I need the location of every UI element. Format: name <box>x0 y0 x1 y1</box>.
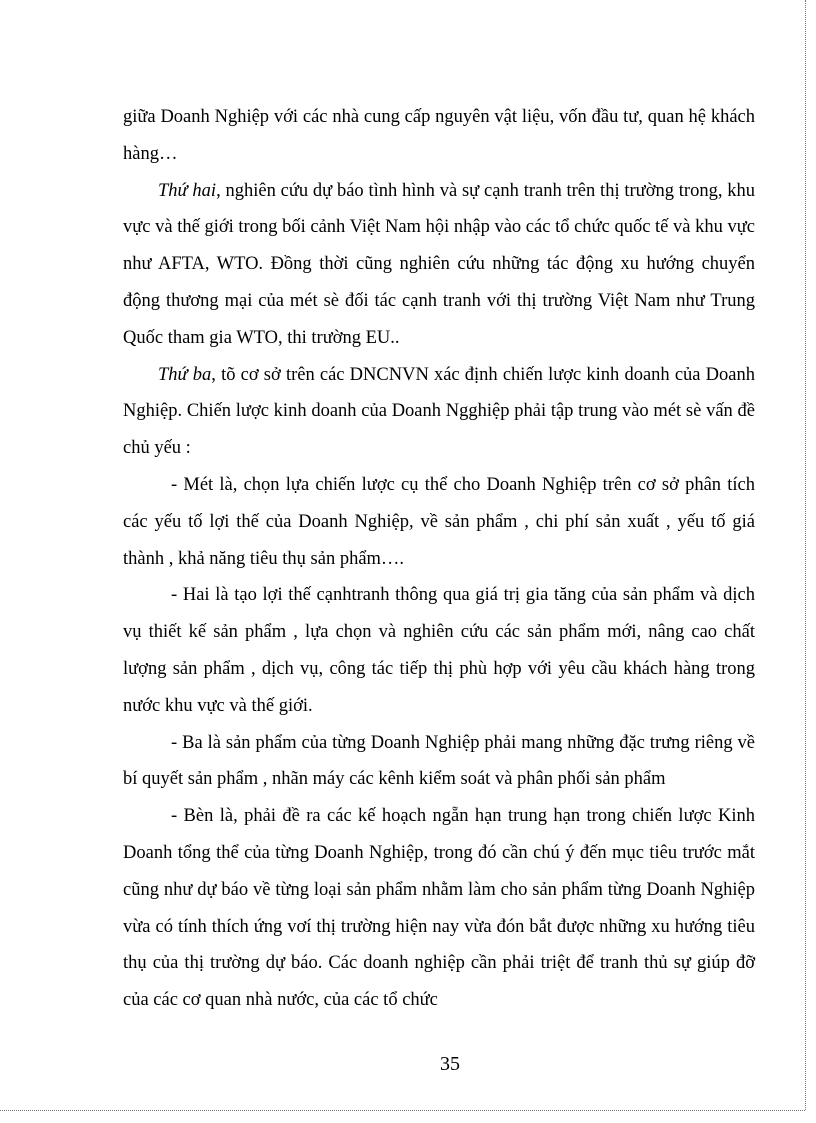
page-border-right <box>805 0 806 1110</box>
list-item-text: - Hai là tạo lợi thế cạnhtranh thông qua giá trị gia tăng của sản phẩm và dịch vụ thiết kế sản phẩm , lựa chọn và nghiên cứu các sản phẩm mới, nâng cao chất lượng sản phẩm , dịch vụ, công tác tiếp thị phù hợp với yêu cầu khách hàng trong nước khu vực và thế giới. <box>123 585 755 716</box>
list-item-fourth <box>123 798 755 1019</box>
paragraph-text: , tõ cơ sở trên các DNCNVN xác định chiến lược kinh doanh của Doanh Nghiệp. Chiến lược kinh doanh của Doanh Ngghiệp phải tập trung vào mét sè vấn đề chủ yếu : <box>123 364 755 459</box>
list-item-text: - Ba là sản phẩm của từng Doanh Nghiệp phải mang những đặc trưng riêng về bí quyết sản phẩm , nhãn máy các kênh kiểm soát và phân phối sản phẩm <box>123 732 755 790</box>
paragraph-text: , nghiên cứu dự báo tình hình và sự cạnh tranh trên thị trường trong, khu vực và thế giới trong bối cảnh Việt Nam hội nhập vào các tổ chức quốc tế và khu vực như AFTA, WTO. Đồng thời cũng nghiên cứu những tác động xu hướng chuyển động thương mại của mét sè đối tác cạnh tranh với thị trường Việt Nam như Trung Quốc tham gia WTO, thi trường EU.. <box>123 180 755 348</box>
paragraph-lead: Thứ ba <box>158 364 212 385</box>
page-number: 35 <box>440 1053 460 1075</box>
list-item-first <box>123 467 755 577</box>
list-item-text: - Bèn là, phải đề ra các kế hoạch ngẵn hạn trung hạn trong chiến lược Kinh Doanh tổng thể của từng Doanh Nghiệp, trong đó cần chú ý đến mục tiêu trước mắt cũng như dự báo về từng loại sản phẩm nhằm làm cho sản phẩm từng Doanh Nghiệp vừa có tính thích ứng vơí thị trường hiện nay vừa đón bắt được những xu hướng tiêu thụ của thị trường dự báo. Các doanh nghiệp cần phải triệt để tranh thủ sự giúp đỡ của các cơ quan nhà nước, của các tổ chức <box>123 806 755 1011</box>
paragraph-second-point <box>123 173 755 357</box>
list-item-text: - Mét là, chọn lựa chiến lược cụ thể cho Doanh Nghiệp trên cơ sở phân tích các yếu tố lợi thế của Doanh Nghiệp, về sản phẩm , chi phí sản xuất , yếu tố giá thành , khả năng tiêu thụ sản phẩm…. <box>123 474 755 569</box>
paragraph-text: giữa Doanh Nghiệp với các nhà cung cấp nguyên vật liệu, vốn đầu tư, quan hệ khách hàng… <box>123 107 755 164</box>
body-text <box>123 99 755 1019</box>
paragraph-third-point <box>123 357 755 467</box>
list-item-third <box>123 725 755 799</box>
list-item-second <box>123 577 755 724</box>
paragraph-lead: Thứ hai <box>158 180 217 201</box>
paragraph-continuation <box>123 99 755 173</box>
page-border-bottom <box>0 1110 805 1111</box>
